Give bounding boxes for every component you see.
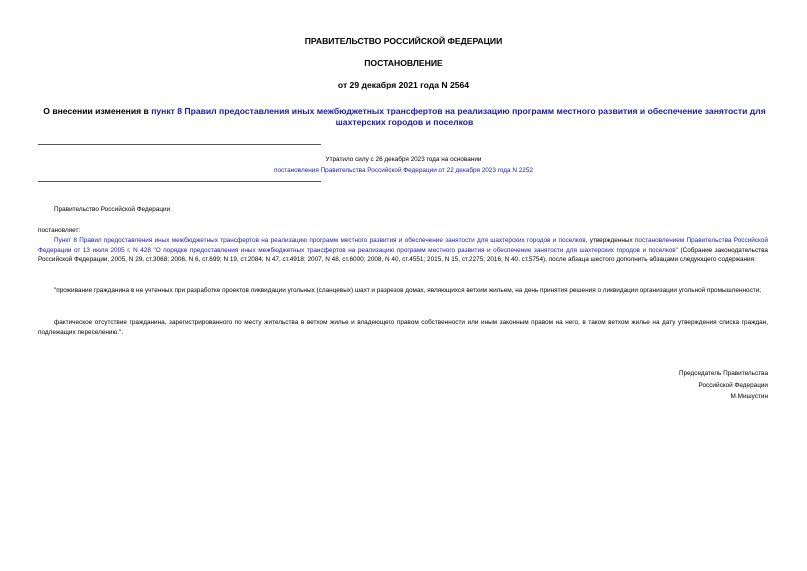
document-title [38, 106, 771, 128]
signature-name: М.Мишустин [730, 393, 768, 400]
resolves-line: постановляет: [38, 227, 81, 234]
title-prefix: О внесении изменения в [43, 106, 152, 116]
document-type: ПОСТАНОВЛЕНИЕ [364, 58, 443, 68]
status-link[interactable]: постановления Правительства Российской Федерации от 22 декабря 2023 года N 2252 [274, 167, 533, 174]
signature-title: Председатель Правительства [679, 370, 768, 377]
status-note: Утратило силу с 26 декабря 2023 года на основании [325, 156, 482, 163]
government-line: Правительство Российской Федерации [54, 206, 171, 213]
bottom-divider [38, 181, 321, 182]
paragraph-2: "проживание гражданина в не учтенных при разработке проектов ликвидации угольных (сланцевых) шахт и разрезов домах, являющихся ветхим жильем, на день принятия решения о ликвидации организации угольной промышленности; [54, 287, 762, 294]
paragraph-1-text-b: (Собрание законодательства Российской Федерации, 2005, N 29, ст.3068; 2006, N 6, ст.699; N 19, ст.2084; N 47, ст.4918; 2007, N 48, ст.6000; 2008, N 40, ст.4551; 2015, N 15, ст.2275; 2016, N 40, ст.5754), после абзаца шестого дополнить абзацами следующего содержания: [38, 246, 768, 264]
signature-organization: Российской Федерации [698, 381, 768, 389]
paragraph-1 [38, 236, 768, 265]
issuing-authority: ПРАВИТЕЛЬСТВО РОССИЙСКОЙ ФЕДЕРАЦИИ [304, 36, 503, 46]
paragraph-1-link-resolution[interactable]: постановлением Правительства Российской Федерации от 13 июля 2005 г. N 428 "О порядке предоставления иных межбюджетных трансфертов на реализацию программ местного развития и обеспечение занятости для шахтерских городов и поселков" [38, 237, 768, 254]
top-divider [38, 144, 321, 145]
document-date-number: от 29 декабря 2021 года N 2564 [337, 80, 470, 90]
signature-block [679, 368, 768, 403]
paragraph-3: фактическое отсутствие гражданина, зарегистрированного по месту жительства в ветхом жилье и владеющего правом собственности или иным законным правом на него, в таком ветхом жилье на дату утверждения списка граждан, подлежащих переселению.". [38, 319, 768, 336]
paragraph-1-text-a: , утвержденных [585, 237, 635, 244]
paragraph-1-link-rules[interactable]: Пункт 8 Правил предоставления иных межбюджетных трансфертов на реализацию программ местного развития и обеспечение занятости для шахтерских городов и поселков [54, 237, 586, 244]
title-link[interactable]: пункт 8 Правил предоставления иных межбюджетных трансфертов на реализацию программ местного развития и обеспечение занятости для шахтерских городов и поселков [151, 106, 766, 127]
